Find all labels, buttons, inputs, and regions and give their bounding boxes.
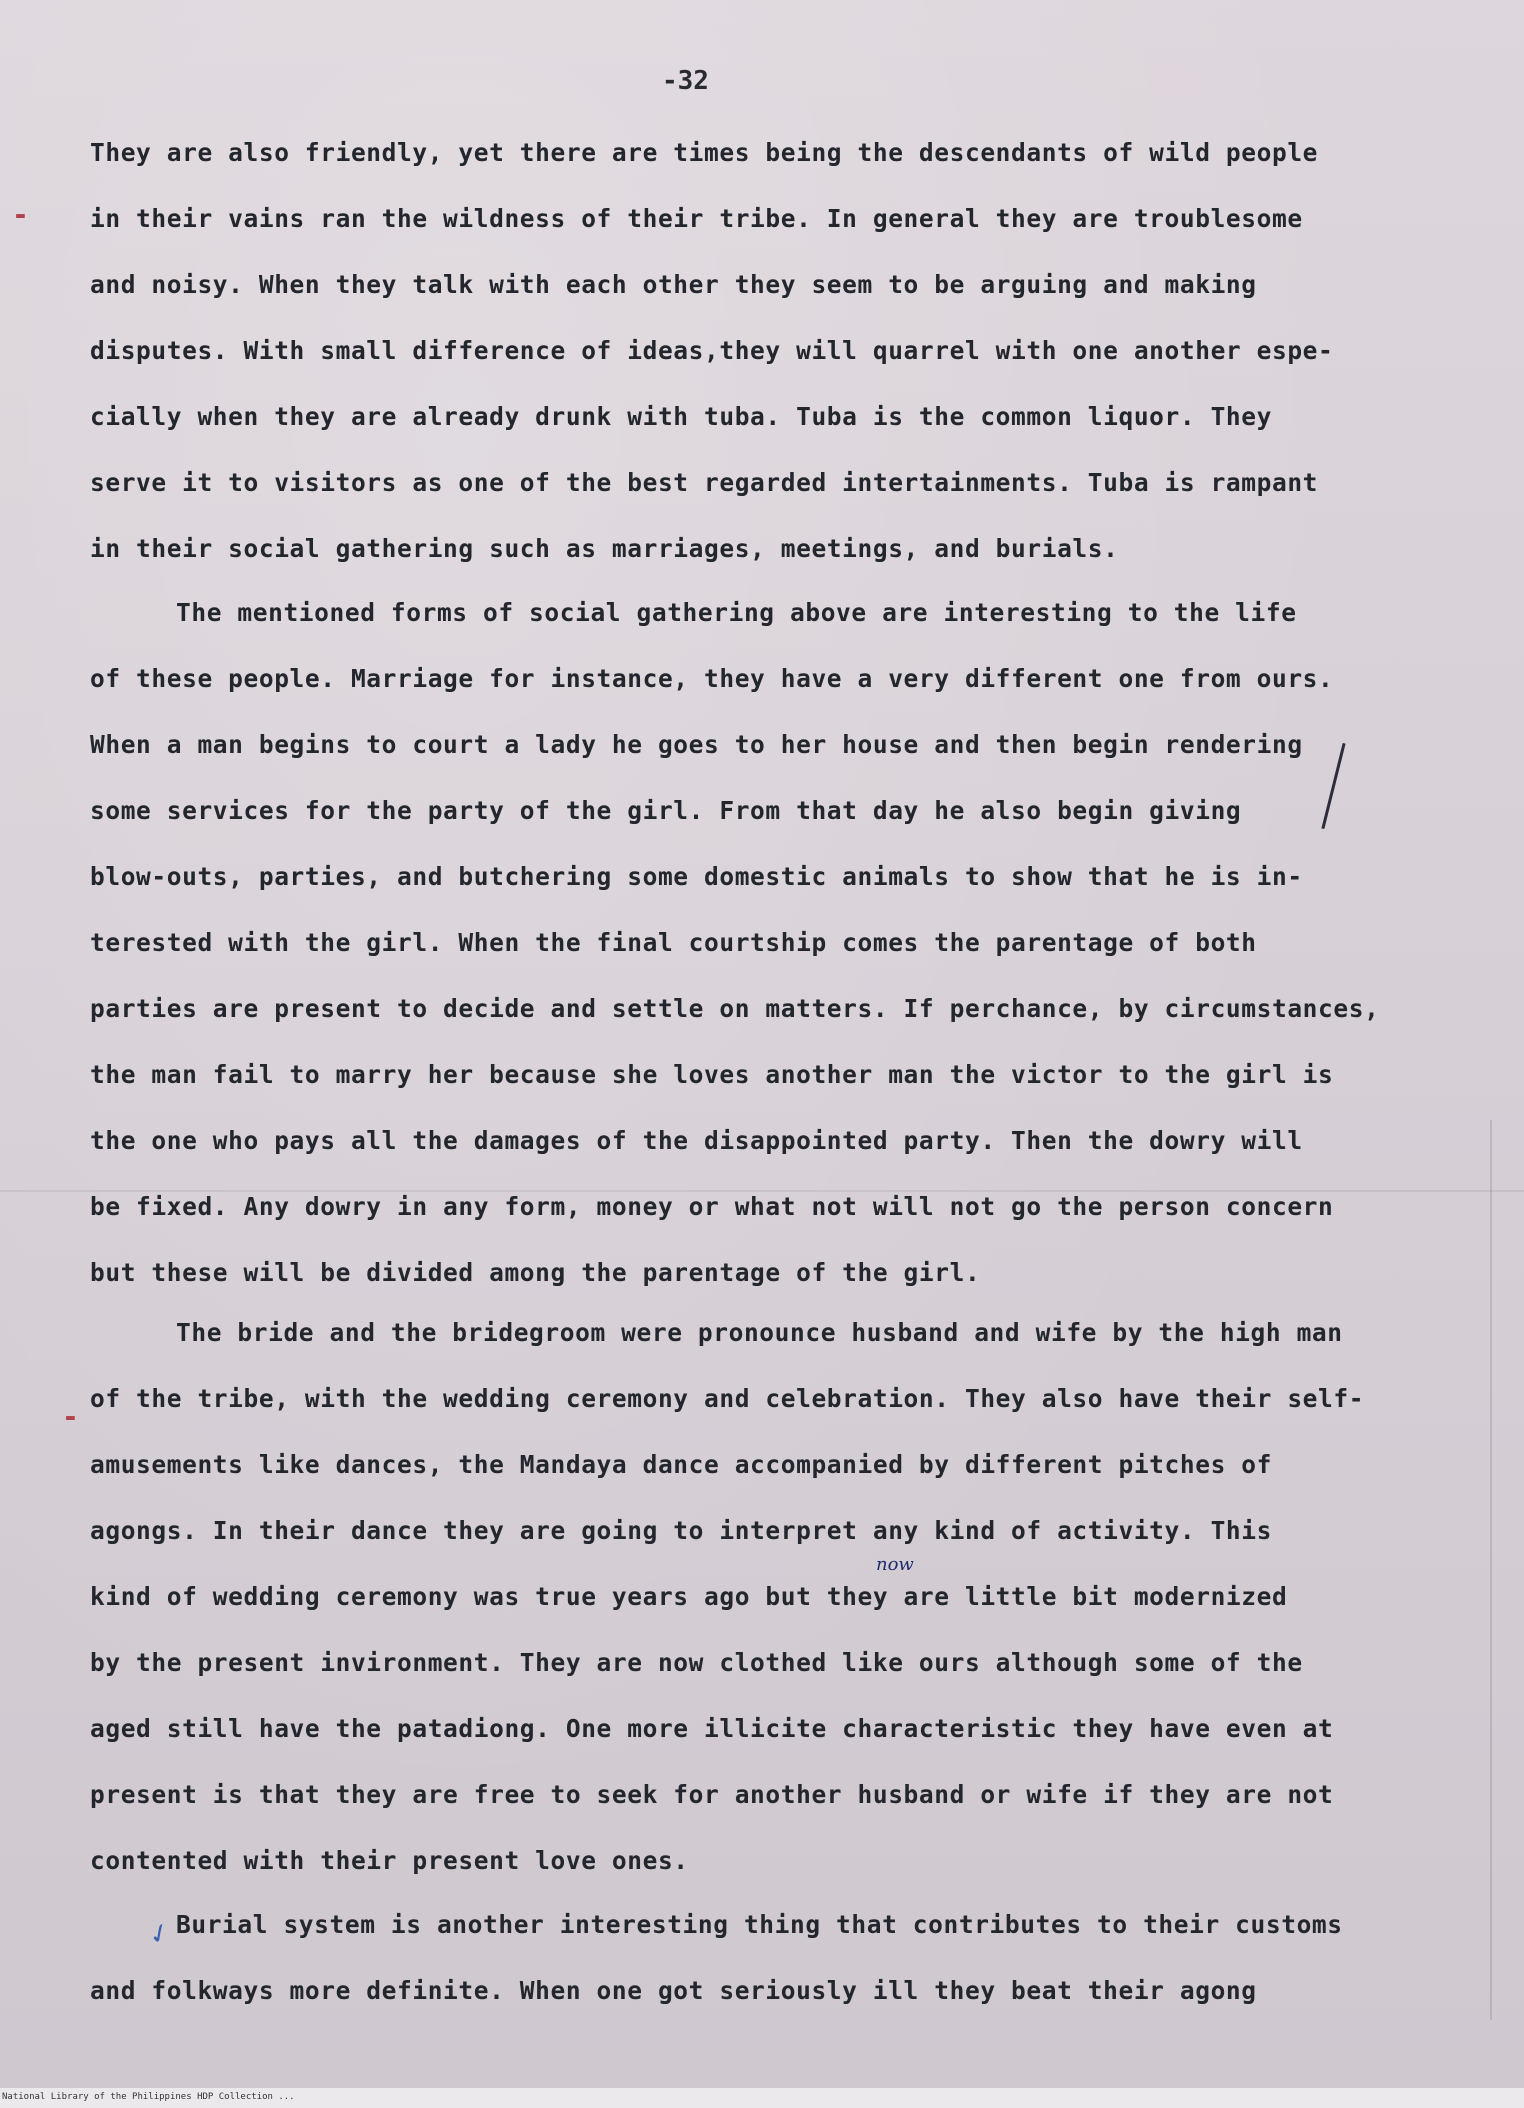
text-line: When a man begins to court a lady he goes to her house and then begin rendering: [90, 730, 1303, 759]
check-mark-icon: ✓: [143, 1913, 175, 1954]
text-line: The mentioned forms of social gathering above are interesting to the life: [176, 598, 1297, 627]
footer-text: National Library of the Philippines HDP Collection ...: [2, 2092, 295, 2102]
text-line: of these people. Marriage for instance, they have a very different one from ours.: [90, 664, 1334, 693]
text-line: serve it to visitors as one of the best regarded intertainments. Tuba is rampant: [90, 468, 1319, 497]
text-line: agongs. In their dance they are going to interpret any kind of activity. This: [90, 1516, 1272, 1545]
margin-dash-mark: -: [12, 198, 29, 231]
paper-crease-vertical: [1490, 1120, 1492, 2020]
margin-dash-mark: -: [62, 1400, 79, 1433]
text-line: in their social gathering such as marriages, meetings, and burials.: [90, 534, 1119, 563]
text-line: amusements like dances, the Mandaya dance accompanied by different pitches of: [90, 1450, 1272, 1479]
paragraph-1: [90, 120, 1470, 582]
text-line: terested with the girl. When the final courtship comes the parentage of both: [90, 928, 1257, 957]
text-line: the man fail to marry her because she loves another man the victor to the girl is: [90, 1060, 1334, 1089]
text-line: but these will be divided among the parentage of the girl.: [90, 1258, 981, 1287]
text-line: contented with their present love ones.: [90, 1846, 689, 1875]
handwritten-insert: now: [876, 1554, 914, 1575]
text-line: the one who pays all the damages of the disappointed party. Then the dowry will: [90, 1126, 1303, 1155]
text-line: aged still have the patadiong. One more illicite characteristic they have even at: [90, 1714, 1334, 1743]
paragraph-2: [90, 580, 1470, 1306]
text-line: in their vains ran the wildness of their tribe. In general they are troublesome: [90, 204, 1303, 233]
text-line: parties are present to decide and settle on matters. If perchance, by circumstances,: [90, 994, 1380, 1023]
page-number: -32: [662, 66, 709, 96]
text-line: disputes. With small difference of ideas,they will quarrel with one another espe-: [90, 336, 1334, 365]
text-line: be fixed. Any dowry in any form, money or what not will not go the person concern: [90, 1192, 1334, 1221]
text-line: and folkways more definite. When one got seriously ill they beat their agong: [90, 1976, 1257, 2005]
paragraph-4: [90, 1892, 1470, 2024]
text-line: by the present invironment. They are now clothed like ours although some of the: [90, 1648, 1303, 1677]
text-line: Burial system is another interesting thing that contributes to their customs: [176, 1910, 1343, 1939]
text-line: some services for the party of the girl. From that day he also begin giving: [90, 796, 1242, 825]
text-line: of the tribe, with the wedding ceremony and celebration. They also have their self-: [90, 1384, 1365, 1413]
text-line: kind of wedding ceremony was true years ago but they are little bit modernized: [90, 1582, 1288, 1611]
text-line: The bride and the bridegroom were pronounce husband and wife by the high man: [176, 1318, 1343, 1347]
text-line: cially when they are already drunk with tuba. Tuba is the common liquor. They: [90, 402, 1272, 431]
text-line: blow-outs, parties, and butchering some domestic animals to show that he is in-: [90, 862, 1303, 891]
paragraph-3: [90, 1300, 1470, 1894]
text-line: and noisy. When they talk with each other they seem to be arguing and making: [90, 270, 1257, 299]
text-line: They are also friendly, yet there are times being the descendants of wild people: [90, 138, 1319, 167]
text-line: present is that they are free to seek for another husband or wife if they are not: [90, 1780, 1334, 1809]
